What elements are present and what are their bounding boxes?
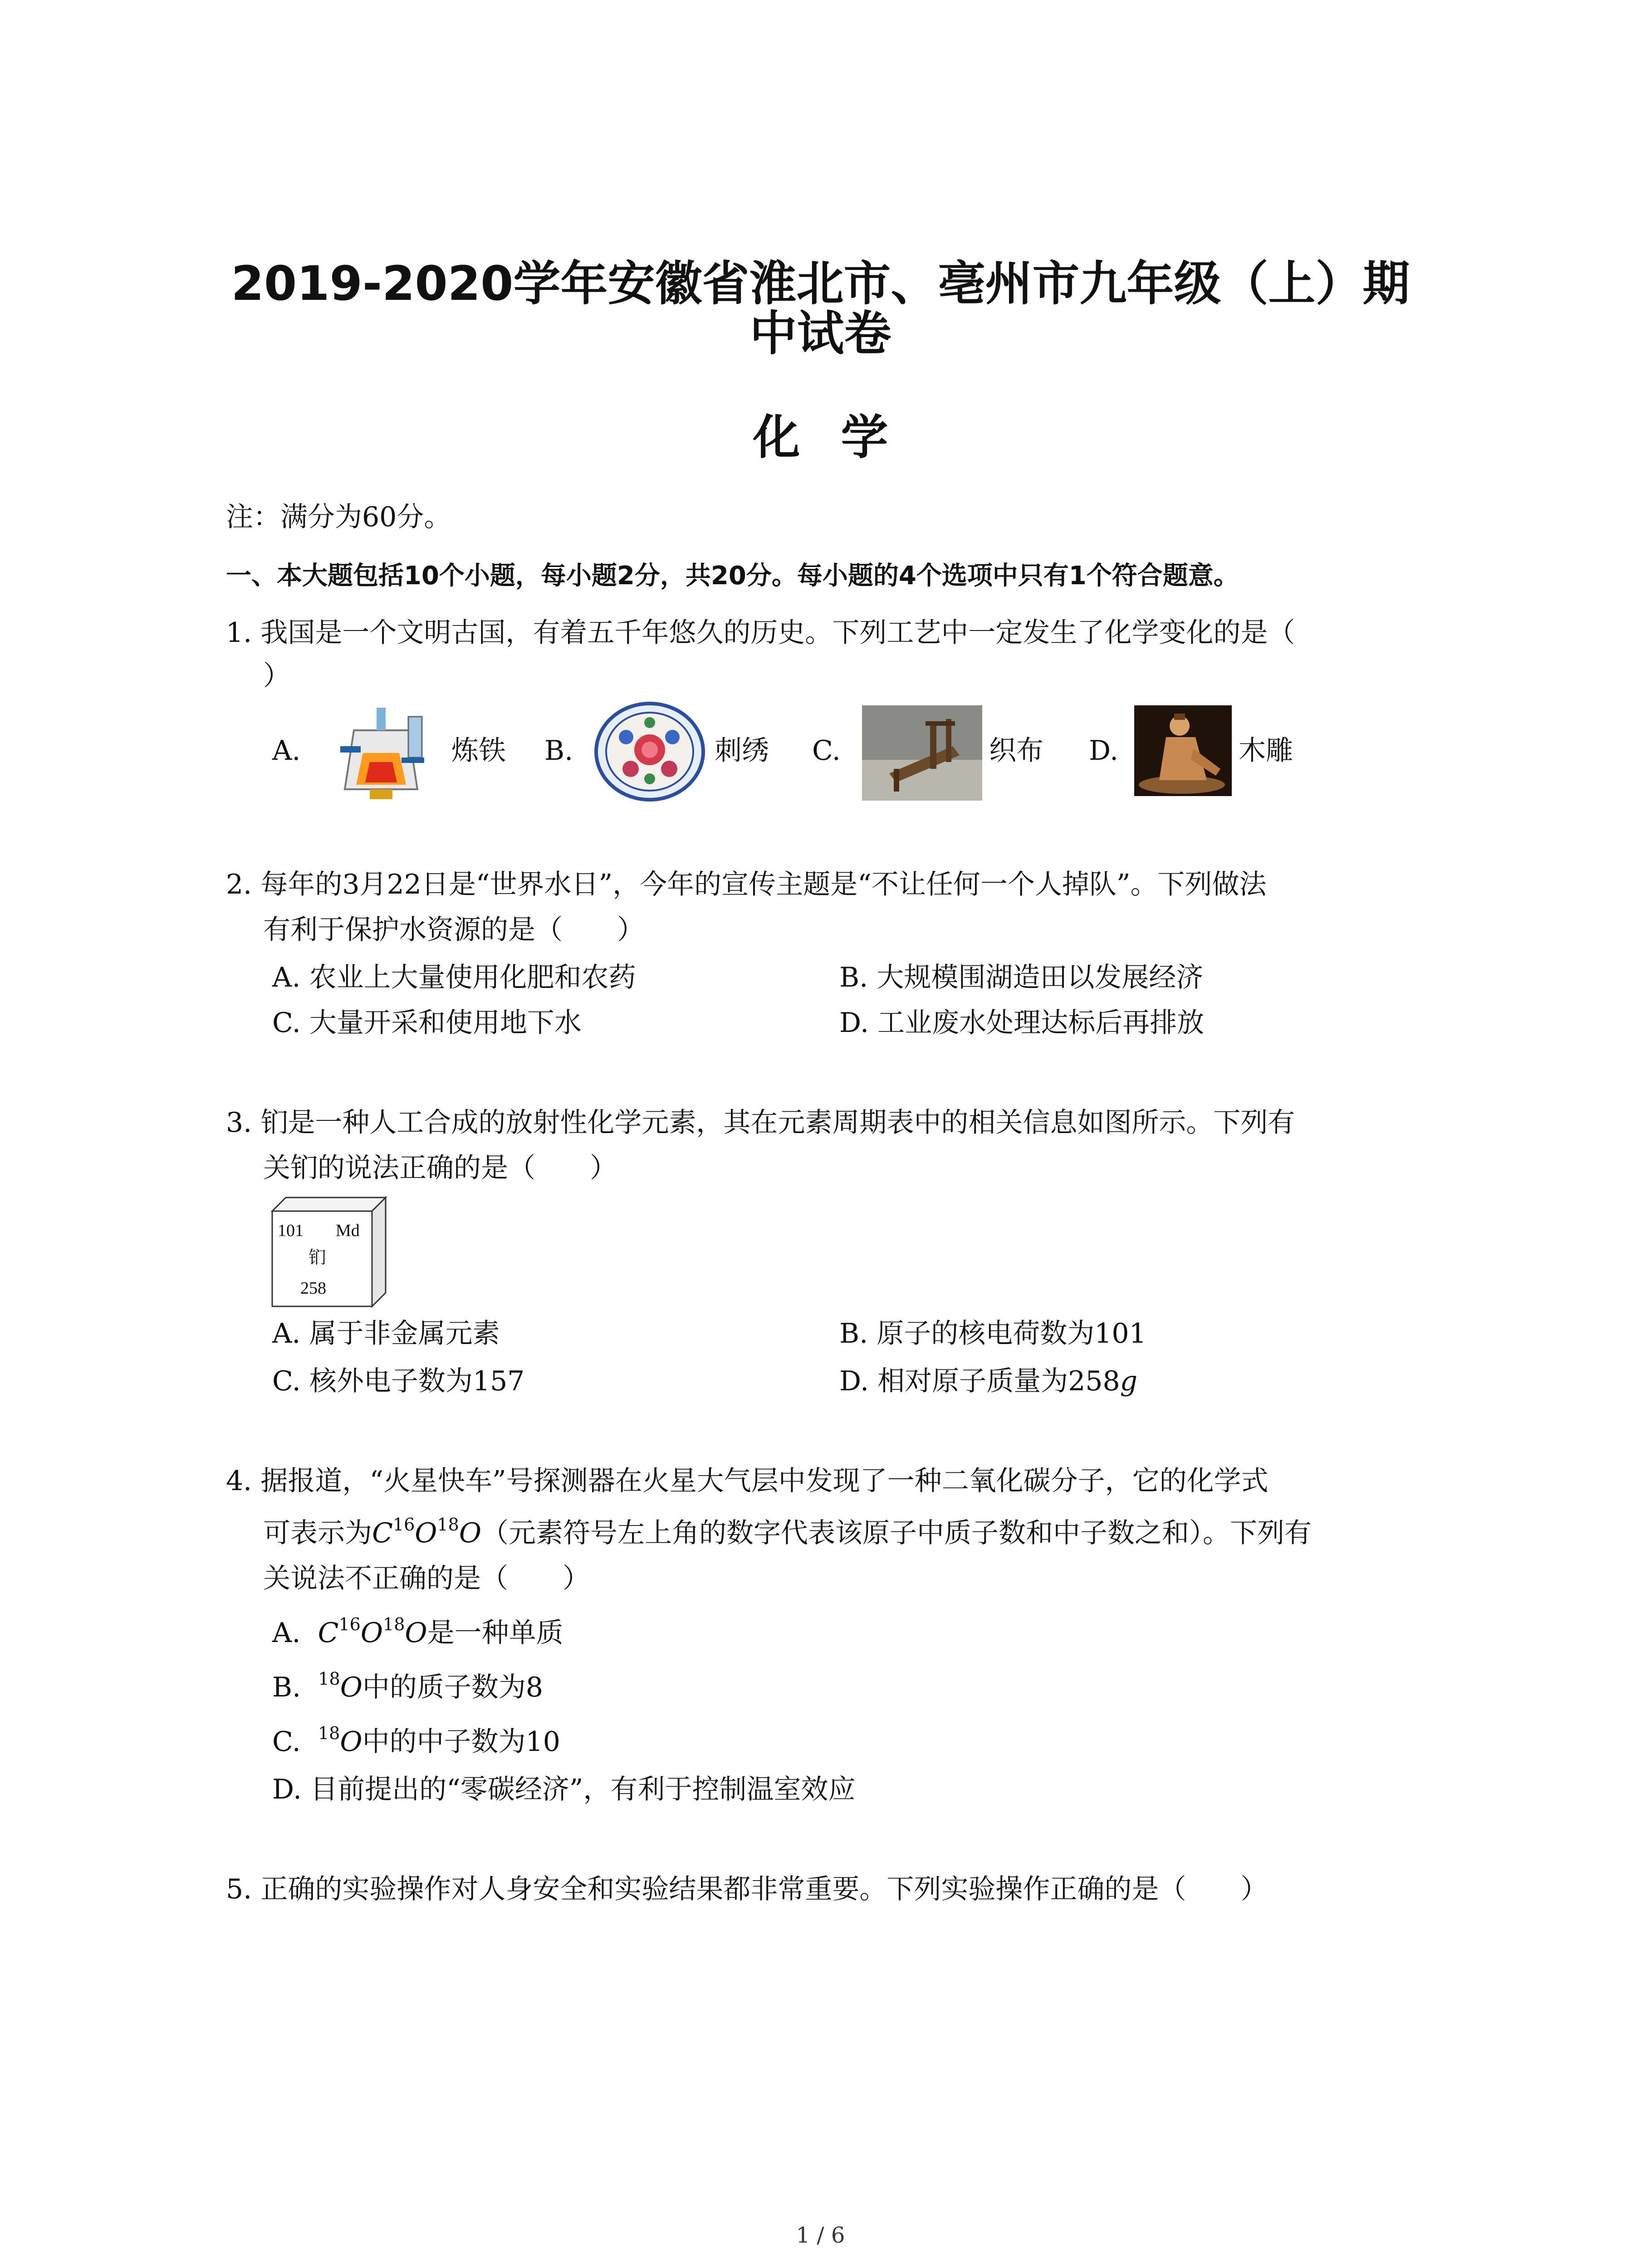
exam-title-line2: 中试卷 [749,306,892,361]
element-atomic-number: 101 [278,1221,304,1240]
q2-option-d: D. 工业废水处理达标后再排放 [839,1007,1205,1039]
q2-option-a: A. 农业上大量使用化肥和农药 [272,962,636,993]
weaving-image [862,705,982,801]
page-number: 1 / 6 [796,2223,845,2248]
score-note: 注：满分为60分。 [226,501,451,533]
q4-option-a: A. $C^{16}O^{18}O$是一种单质 [272,1614,563,1649]
wood-carving-image [1134,705,1232,796]
q5-stem-line1: 5. 正确的实验操作对人身安全和实验结果都非常重要。下列实验操作正确的是（ ） [226,1873,1268,1905]
element-name: 钔 [309,1247,326,1267]
q4-option-d: D. 目前提出的“零碳经济”，有利于控制温室效应 [272,1774,856,1805]
exam-subject: 化学 [753,410,929,465]
q2-option-c: C. 大量开采和使用地下水 [272,1007,582,1039]
q2-stem-line2: 有利于保护水资源的是（ ） [263,914,644,946]
q4-stem-line1: 4. 据报道，“火星快车”号探测器在火星大气层中发现了一种二氧化碳分子，它的化学式 [226,1465,1269,1497]
q1-stem-line1: 1. 我国是一个文明古国，有着五千年悠久的历史。下列工艺中一定发生了化学变化的是（ [226,617,1295,649]
q3-stem-line2: 关钔的说法正确的是（ ） [263,1152,617,1184]
q3-option-a: A. 属于非金属元素 [272,1318,500,1349]
q3-option-b: B. 原子的核电荷数为101 [839,1318,1146,1349]
element-symbol: Md [336,1221,360,1240]
q4-stem-line3: 关说法不正确的是（ ） [263,1563,590,1594]
q1-option-c-letter: C. [812,735,841,767]
q3-stem-line1: 3. 钔是一种人工合成的放射性化学元素，其在元素周期表中的相关信息如图所示。下列有 [226,1107,1295,1139]
element-card-mendelevium [268,1193,390,1311]
embroidery-image [594,701,705,803]
q1-option-d-letter: D. [1089,735,1119,767]
q3-option-d: D. 相对原子质量为258g [839,1365,1138,1397]
q1-option-b-letter: B. [544,735,573,767]
q1-option-a-text: 炼铁 [451,735,506,767]
q4-option-c: C. $^{18}$O中的中子数为10 [272,1723,560,1758]
q2-stem-line1: 2. 每年的3月22日是“世界水日”，今年的宣传主题是“不让任何一个人掉队”。下列做法 [226,869,1267,900]
q1-option-d-text: 木雕 [1239,735,1293,767]
exam-title-line1: 2019-2020学年安徽省淮北市、亳州市九年级（上）期 [231,256,1410,311]
element-atomic-mass: 258 [300,1279,326,1298]
q1-option-c-text: 织布 [989,735,1043,767]
section-one-heading: 一、本大题包括10个小题，每小题2分，共20分。每小题的4个选项中只有1个符合题意。 [226,561,1239,591]
q1-option-b-text: 刺绣 [715,735,769,767]
q1-stem-line2: ） [263,660,290,692]
q4-stem-line2: 可表示为$C^{16}O^{18}O$（元素符号左上角的数字代表该原子中质子数和中子数之和）。下列有 [263,1515,1312,1549]
q3-option-c: C. 核外电子数为157 [272,1365,525,1397]
q4-option-b: B. $^{18}$O中的质子数为8 [272,1669,544,1703]
iron-smelting-image [327,703,436,803]
q2-option-b: B. 大规模围湖造田以发展经济 [839,962,1204,993]
q1-option-a-letter: A. [272,735,301,767]
